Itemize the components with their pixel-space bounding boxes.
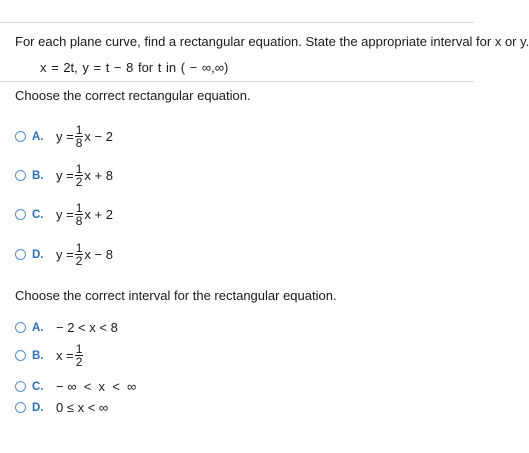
option-interval-c[interactable] <box>15 379 136 394</box>
radio-button[interactable] <box>15 350 26 361</box>
option-expression <box>56 202 113 227</box>
option-letter: C. <box>32 380 44 393</box>
fraction-denominator: 2 <box>75 175 83 189</box>
expression-lhs: y = <box>56 129 74 144</box>
option-expression <box>56 242 113 267</box>
radio-button[interactable] <box>15 131 26 142</box>
fraction-numerator: 1 <box>75 342 83 356</box>
option-equation-b[interactable] <box>15 163 113 188</box>
expression-lhs: y = <box>56 168 74 183</box>
expression-rhs: x − 2 <box>84 129 113 144</box>
expression-lhs: y = <box>56 247 74 262</box>
radio-button[interactable] <box>15 170 26 181</box>
fraction <box>75 202 84 227</box>
radio-button[interactable] <box>15 402 26 413</box>
option-letter: A. <box>32 321 44 334</box>
option-expression: 0 ≤ x < ∞ <box>56 400 109 415</box>
expression-rhs: x + 2 <box>84 207 113 222</box>
option-expression <box>56 124 113 149</box>
option-letter: B. <box>32 349 44 362</box>
question-rectangular-equation: Choose the correct rectangular equation. <box>15 88 251 103</box>
problem-prompt: For each plane curve, find a rectangular equation. State the appropriate interval for x or y. <box>15 34 529 49</box>
fraction-denominator: 8 <box>75 214 83 228</box>
radio-button[interactable] <box>15 381 26 392</box>
radio-button[interactable] <box>15 209 26 220</box>
given-equations: x = 2t, y = t − 8 for t in ( − ∞,∞) <box>40 60 229 75</box>
fraction-denominator: 2 <box>75 355 83 369</box>
fraction-numerator: 1 <box>75 201 83 215</box>
fraction <box>75 124 84 149</box>
fraction <box>75 343 84 368</box>
fraction <box>75 242 84 267</box>
option-letter: C. <box>32 208 44 221</box>
fraction-denominator: 2 <box>75 254 83 268</box>
option-letter: D. <box>32 248 44 261</box>
expression-lhs: x = <box>56 348 74 363</box>
top-divider <box>0 22 474 23</box>
radio-button[interactable] <box>15 249 26 260</box>
section-divider <box>0 81 474 82</box>
fraction-numerator: 1 <box>75 123 83 137</box>
fraction-denominator: 8 <box>75 136 83 150</box>
fraction-numerator: 1 <box>75 241 83 255</box>
expression-lhs: y = <box>56 207 74 222</box>
expression-rhs: x − 8 <box>84 247 113 262</box>
option-equation-a[interactable] <box>15 124 113 149</box>
option-expression: − ∞ < x < ∞ <box>56 379 137 394</box>
option-expression: − 2 < x < 8 <box>56 320 118 335</box>
option-letter: A. <box>32 130 44 143</box>
option-equation-c[interactable] <box>15 202 113 227</box>
option-letter: B. <box>32 169 44 182</box>
option-interval-d[interactable] <box>15 400 108 415</box>
option-interval-a[interactable] <box>15 320 118 335</box>
expression-rhs: x + 8 <box>84 168 113 183</box>
option-interval-b[interactable] <box>15 343 84 368</box>
option-letter: D. <box>32 401 44 414</box>
radio-button[interactable] <box>15 322 26 333</box>
fraction-numerator: 1 <box>75 162 83 176</box>
question-interval: Choose the correct interval for the rectangular equation. <box>15 288 337 303</box>
option-equation-d[interactable] <box>15 242 113 267</box>
option-expression <box>56 163 113 188</box>
fraction <box>75 163 84 188</box>
option-expression <box>56 343 84 368</box>
